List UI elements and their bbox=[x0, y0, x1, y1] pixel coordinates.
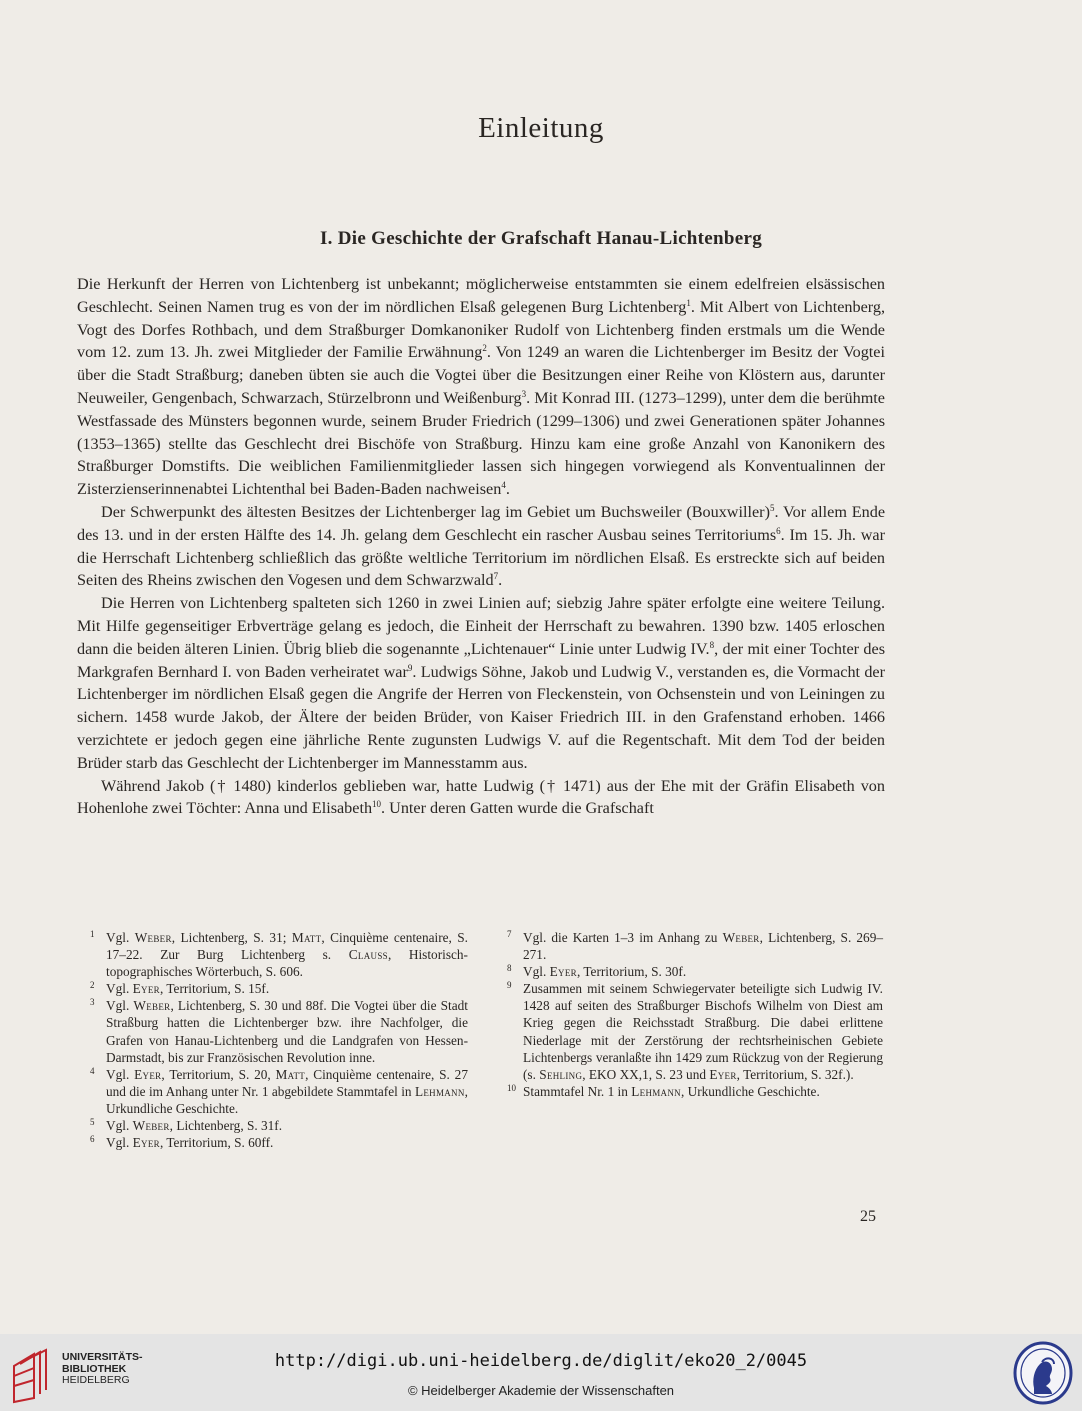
viewer-footer bbox=[0, 1334, 1082, 1411]
footnote-ref-3[interactable]: 3 bbox=[521, 388, 527, 399]
paragraph-3: Die Herren von Lichtenberg spalteten sich 1260 in zwei Linien auf; siebzig Jahre später erfolgte eine weitere Teilung. Mit Hilfe gegenseitiger Erbverträge gelang es jedoch, die Einheit der Herrschaft zu bewahren. 1390 bzw. 1405 erloschen dann die beiden älteren Linien. Übrig blieb die sogenannte „Lichtenauer“ Linie unter Ludwig IV.$^8$, der mit einer Tochter des Markgrafen Bernhard I. von Baden verheiratet war$^9$. Ludwigs Söhne, Jakob und Ludwig V., verstanden es, die Vormacht der Lichtenberger im nördlichen Elsaß gegen die Angrife der Herren von Fleckenstein, von Ochsenstein und von Leiningen zu sichern. 1458 wurde Jakob, der Ältere der beiden Brüder, von Kaiser Friedrich III. in den Grafenstand erhoben. 1466 verzichtete er jedoch gegen eine jährliche Rente zugunsten Ludwigs V. auf die Regentschaft. Mit dem Tod der beiden Brüder starb das Geschlecht der Lichtenberger im Mannesstamm aus. bbox=[77, 594, 886, 772]
paragraph-4: Während Jakob († 1480) kinderlos geblieben war, hatte Ludwig († 1471) aus der Ehe mit der Gräfin Elisabeth von Hohenlohe zwei Töchter: Anna und Elisabeth$^{10}$. Unter deren Gatten wurde die Grafschaft bbox=[77, 776, 885, 818]
footnote-ref-5[interactable]: 5 bbox=[769, 502, 775, 513]
paragraph-2: Der Schwerpunkt des ältesten Besitzes der Lichtenberger lag im Gebiet um Buchsweiler (Bouxwiller)$^5$. Vor allem Ende des 13. und in der ersten Hälfte des 14. Jh. gelang dem Geschlecht ein rascher Ausbau seines Territoriums$^6$. Im 15. Jh. war die Herrschaft Lichtenberg schließlich das größte weltliche Territorium im nördlichen Elsaß. Es erstreckte sich auf beiden Seiten des Rheins zwischen den Vogesen und dem Schwarzwald$^7$. bbox=[77, 502, 886, 590]
academy-seal-icon bbox=[1012, 1340, 1074, 1406]
footnote-ref-8[interactable]: 8 bbox=[709, 639, 715, 650]
footnote-9: 9 Zusammen mit seinem Schwiegervater beteiligte sich Ludwig IV. 1428 auf seiten des Straßburger Bischofs Wilhelm von Diest am Krieg gegen die Reichsstadt Straßburg. Die dabei erlittene Niederlage mit der Zerstörung der rechtsrheinischen Gebiete Lichtenbergs veranlaßte ihn 1429 zum Rückzug von der Regierung (s. Sehling, EKO XX,1, S. 23 und Eyer, Territorium, S. 32f.). bbox=[507, 980, 883, 1082]
footnote-ref-10[interactable]: 10 bbox=[372, 799, 382, 810]
footnote-10: 10 Stammtafel Nr. 1 in Lehmann, Urkundliche Geschichte. bbox=[507, 1082, 820, 1099]
footnote-ref-9[interactable]: 9 bbox=[407, 662, 413, 673]
footnote-ref-1[interactable]: 1 bbox=[686, 297, 691, 308]
footnote-6: 6 Vgl. Eyer, Territorium, S. 60ff. bbox=[90, 1134, 274, 1151]
section-heading: I. Die Geschichte der Grafschaft Hanau-Lichtenberg bbox=[319, 228, 763, 249]
page-title: Einleitung bbox=[478, 112, 604, 144]
footnote-ref-2[interactable]: 2 bbox=[482, 343, 487, 354]
footnote-ref-6[interactable]: 6 bbox=[776, 525, 781, 536]
footnote-8: 8 Vgl. Eyer, Territorium, S. 30f. bbox=[507, 963, 687, 980]
footnote-2: 2 Vgl. Eyer, Territorium, S. 15f. bbox=[90, 980, 270, 997]
footnote-ref-7[interactable]: 7 bbox=[493, 571, 499, 582]
footnote-5: 5 Vgl. Weber, Lichtenberg, S. 31f. bbox=[90, 1117, 283, 1134]
body-text bbox=[77, 273, 885, 820]
footnote-4: 4 Vgl. Eyer, Territorium, S. 20, Matt, Cinquième centenaire, S. 27 und die im Anhang unter Nr. 1 abgebildete Stammtafel in Lehmann, Urkundliche Geschichte. bbox=[90, 1065, 468, 1116]
footnote-ref-4[interactable]: 4 bbox=[501, 480, 506, 491]
footnote-3: 3 Vgl. Weber, Lichtenberg, S. 30 und 88f. Die Vogtei über die Stadt Straßburg hatten die Lichtenberger bzw. ihre Nachfolger, die Grafen von Hanau-Lichtenberg und die Landgrafen von Hessen-Darmstadt, bis zur Französischen Revolution inne. bbox=[90, 997, 468, 1065]
library-name: UNIVERSITÄTS- BIBLIOTHEK HEIDELBERG bbox=[62, 1351, 143, 1386]
permalink-url[interactable]: http://digi.ub.uni-heidelberg.de/diglit/eko20_2/0045 bbox=[274, 1351, 808, 1371]
footnotes-left-column bbox=[90, 929, 468, 1151]
footnotes-right-column bbox=[507, 929, 883, 1100]
paragraph-1: Die Herkunft der Herren von Lichtenberg ist unbekannt; möglicherweise entstammten sie einem edelfreien elsässischen Geschlecht. Seinen Namen trug es von der im nördlichen Elsaß gelegenen Burg Lichtenberg$^1$. Mit Albert von Lichtenberg, Vogt des Dorfes Rothbach, und dem Straßburger Domkanoniker Rudolf von Lichtenberg finden erstmals um die Wende vom 12. zum 13. Jh. zwei Mitglieder der Familie Erwähnung$^2$. Von 1249 an waren die Lichtenberger im Besitz der Vogtei über die Stadt Straßburg; daneben übten sie auch die Vogtei über die Besitzungen einer Reihe von Klöstern aus, darunter Neuweiler, Gengenbach, Schwarzach, Stürzelbronn und Weißenburg$^3$. Mit Konrad III. (1273–1299), unter dem die berühmte Westfassade des Münsters begonnen wurde, seinem Bruder Friedrich (1299–1306) und zwei Generationen später Johannes (1353–1365) stellte das Geschlecht drei Bischöfe von Straßburg. Hinzu kam eine große Anzahl von Kanonikern des Straßburger Domstifts. Die weiblichen Familienmitglieder lassen sich hingegen vorwiegend als Konventualinnen der Zisterzienserinnenabtei Lichtenthal bei Baden-Baden nachweisen$^4$. bbox=[77, 275, 885, 499]
footnote-7: 7 Vgl. die Karten 1–3 im Anhang zu Weber, Lichtenberg, S. 269–271. bbox=[507, 929, 883, 963]
footnote-1: 1 Vgl. Weber, Lichtenberg, S. 31; Matt, Cinquième centenaire, S. 17–22. Zur Burg Lichtenberg s. Clauss, Historisch-topographisches Wörterbuch, S. 606. bbox=[90, 929, 468, 980]
copyright-notice: © Heidelberger Akademie der Wissenschaften bbox=[407, 1383, 675, 1398]
page-number: 25 bbox=[860, 1208, 876, 1225]
